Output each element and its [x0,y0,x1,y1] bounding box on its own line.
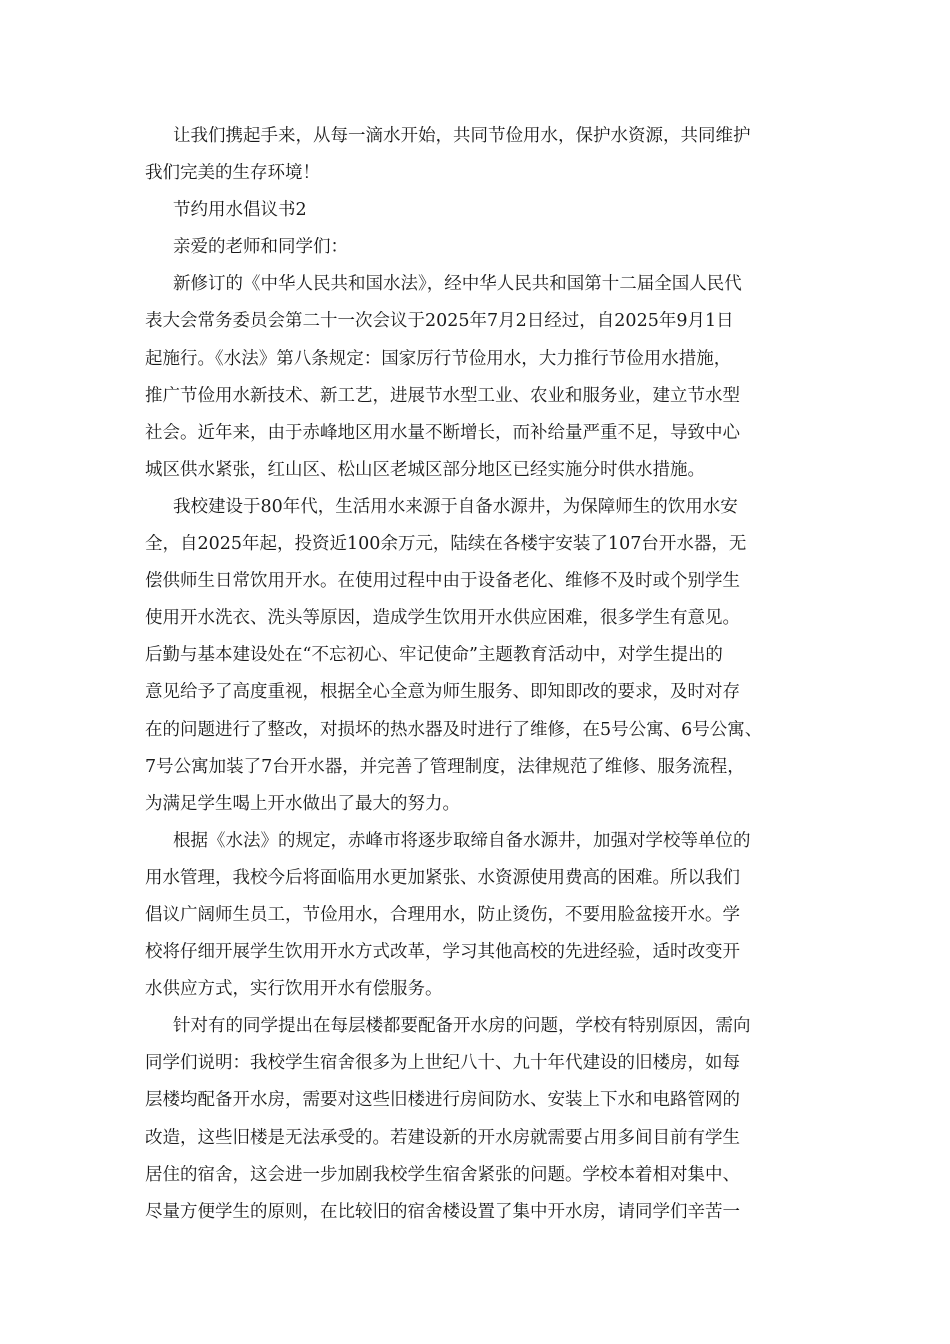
text-line: 在的问题进行了整改，对损坏的热水器及时进行了维修，在5号公寓、6号公寓、 [145,719,763,740]
salutation [145,229,825,266]
text-line: 层楼均配备开水房，需要对这些旧楼进行房间防水、安装上下水和电路管网的 [145,1090,740,1111]
text-line: 我们完美的生存环境！ [145,163,320,184]
paragraph-water-law [145,266,825,489]
text-line: 表大会常务委员会第二十一次会议于2025年7月2日经过，自2025年9月1日 [145,311,734,332]
paragraph-boiler-rooms [145,1008,825,1231]
text-line: 社会。近年来，由于赤峰地区用水量不断增长，而补给量严重不足，导致中心 [145,422,740,443]
text-line: 水供应方式，实行饮用开水有偿服务。 [145,979,443,1000]
text-line: 校将仔细开展学生饮用开水方式改革，学习其他高校的先进经验，适时改变开 [145,942,740,963]
text-line: 我校建设于80年代，生活用水来源于自备水源井，为保障师生的饮用水安 [173,496,738,517]
text-line: 后勤与基本建设处在“不忘初心、牢记使命”主题教育活动中，对学生提出的 [145,645,723,666]
paragraph-closing-appeal [145,118,825,192]
text-line: 7号公寓加装了7台开水器，并完善了管理制度，法律规范了维修、服务流程， [145,756,745,777]
text-line: 起施行。《水法》第八条规定：国家厉行节俭用水，大力推行节俭用水措施， [145,348,732,369]
text-line: 针对有的同学提出在每层楼都要配备开水房的问题，学校有特别原因，需向 [173,1016,751,1037]
text-line: 同学们说明：我校学生宿舍很多为上世纪八十、九十年代建设的旧楼房，如每 [145,1053,740,1074]
text-line: 全，自2025年起，投资近100余万元，陆续在各楼宇安装了107台开水器，无 [145,534,747,555]
heading-line: 节约用水倡议书2 [173,200,307,221]
paragraph-regulation [145,823,825,1008]
text-line: 改造，这些旧楼是无法承受的。若建设新的开水房就需要占用多间目前有学生 [145,1127,740,1148]
text-line: 意见给予了高度重视，根据全心全意为师生服务、即知即改的要求，及时对存 [145,682,740,703]
text-line: 让我们携起手来，从每一滴水开始，共同节俭用水，保护水资源，共同维护 [173,126,751,146]
document-body [145,118,825,1231]
section-heading [145,192,825,229]
text-line: 根据《水法》的规定，赤峰市将逐步取缔自备水源井，加强对学校等单位的 [173,830,751,851]
text-line: 城区供水紧张，红山区、松山区老城区部分地区已经实施分时供水措施。 [145,459,705,480]
text-line: 尽量方便学生的原则，在比较旧的宿舍楼设置了集中开水房，请同学们辛苦一 [145,1201,740,1222]
text-line: 用水管理，我校今后将面临用水更加紧张、水资源使用费高的困难。所以我们 [145,867,740,888]
salutation-line: 亲爱的老师和同学们： [173,237,348,258]
text-line: 偿供师生日常饮用开水。在使用过程中由于设备老化、维修不及时或个别学生 [145,571,740,592]
text-line: 为满足学生喝上开水做出了最大的努力。 [145,793,460,814]
text-line: 新修订的《中华人民共和国水法》，经中华人民共和国第十二届全国人民代 [173,274,742,295]
text-line: 倡议广阔师生员工，节俭用水，合理用水，防止烫伤，不要用脸盆接开水。学 [145,904,740,925]
paragraph-school-history [145,489,825,823]
text-line: 推广节俭用水新技术、新工艺，进展节水型工业、农业和服务业，建立节水型 [145,385,740,406]
text-line: 居住的宿舍，这会进一步加剧我校学生宿舍紧张的问题。学校本着相对集中、 [145,1164,740,1185]
text-line: 使用开水洗衣、洗头等原因，造成学生饮用开水供应困难，很多学生有意见。 [145,608,740,629]
